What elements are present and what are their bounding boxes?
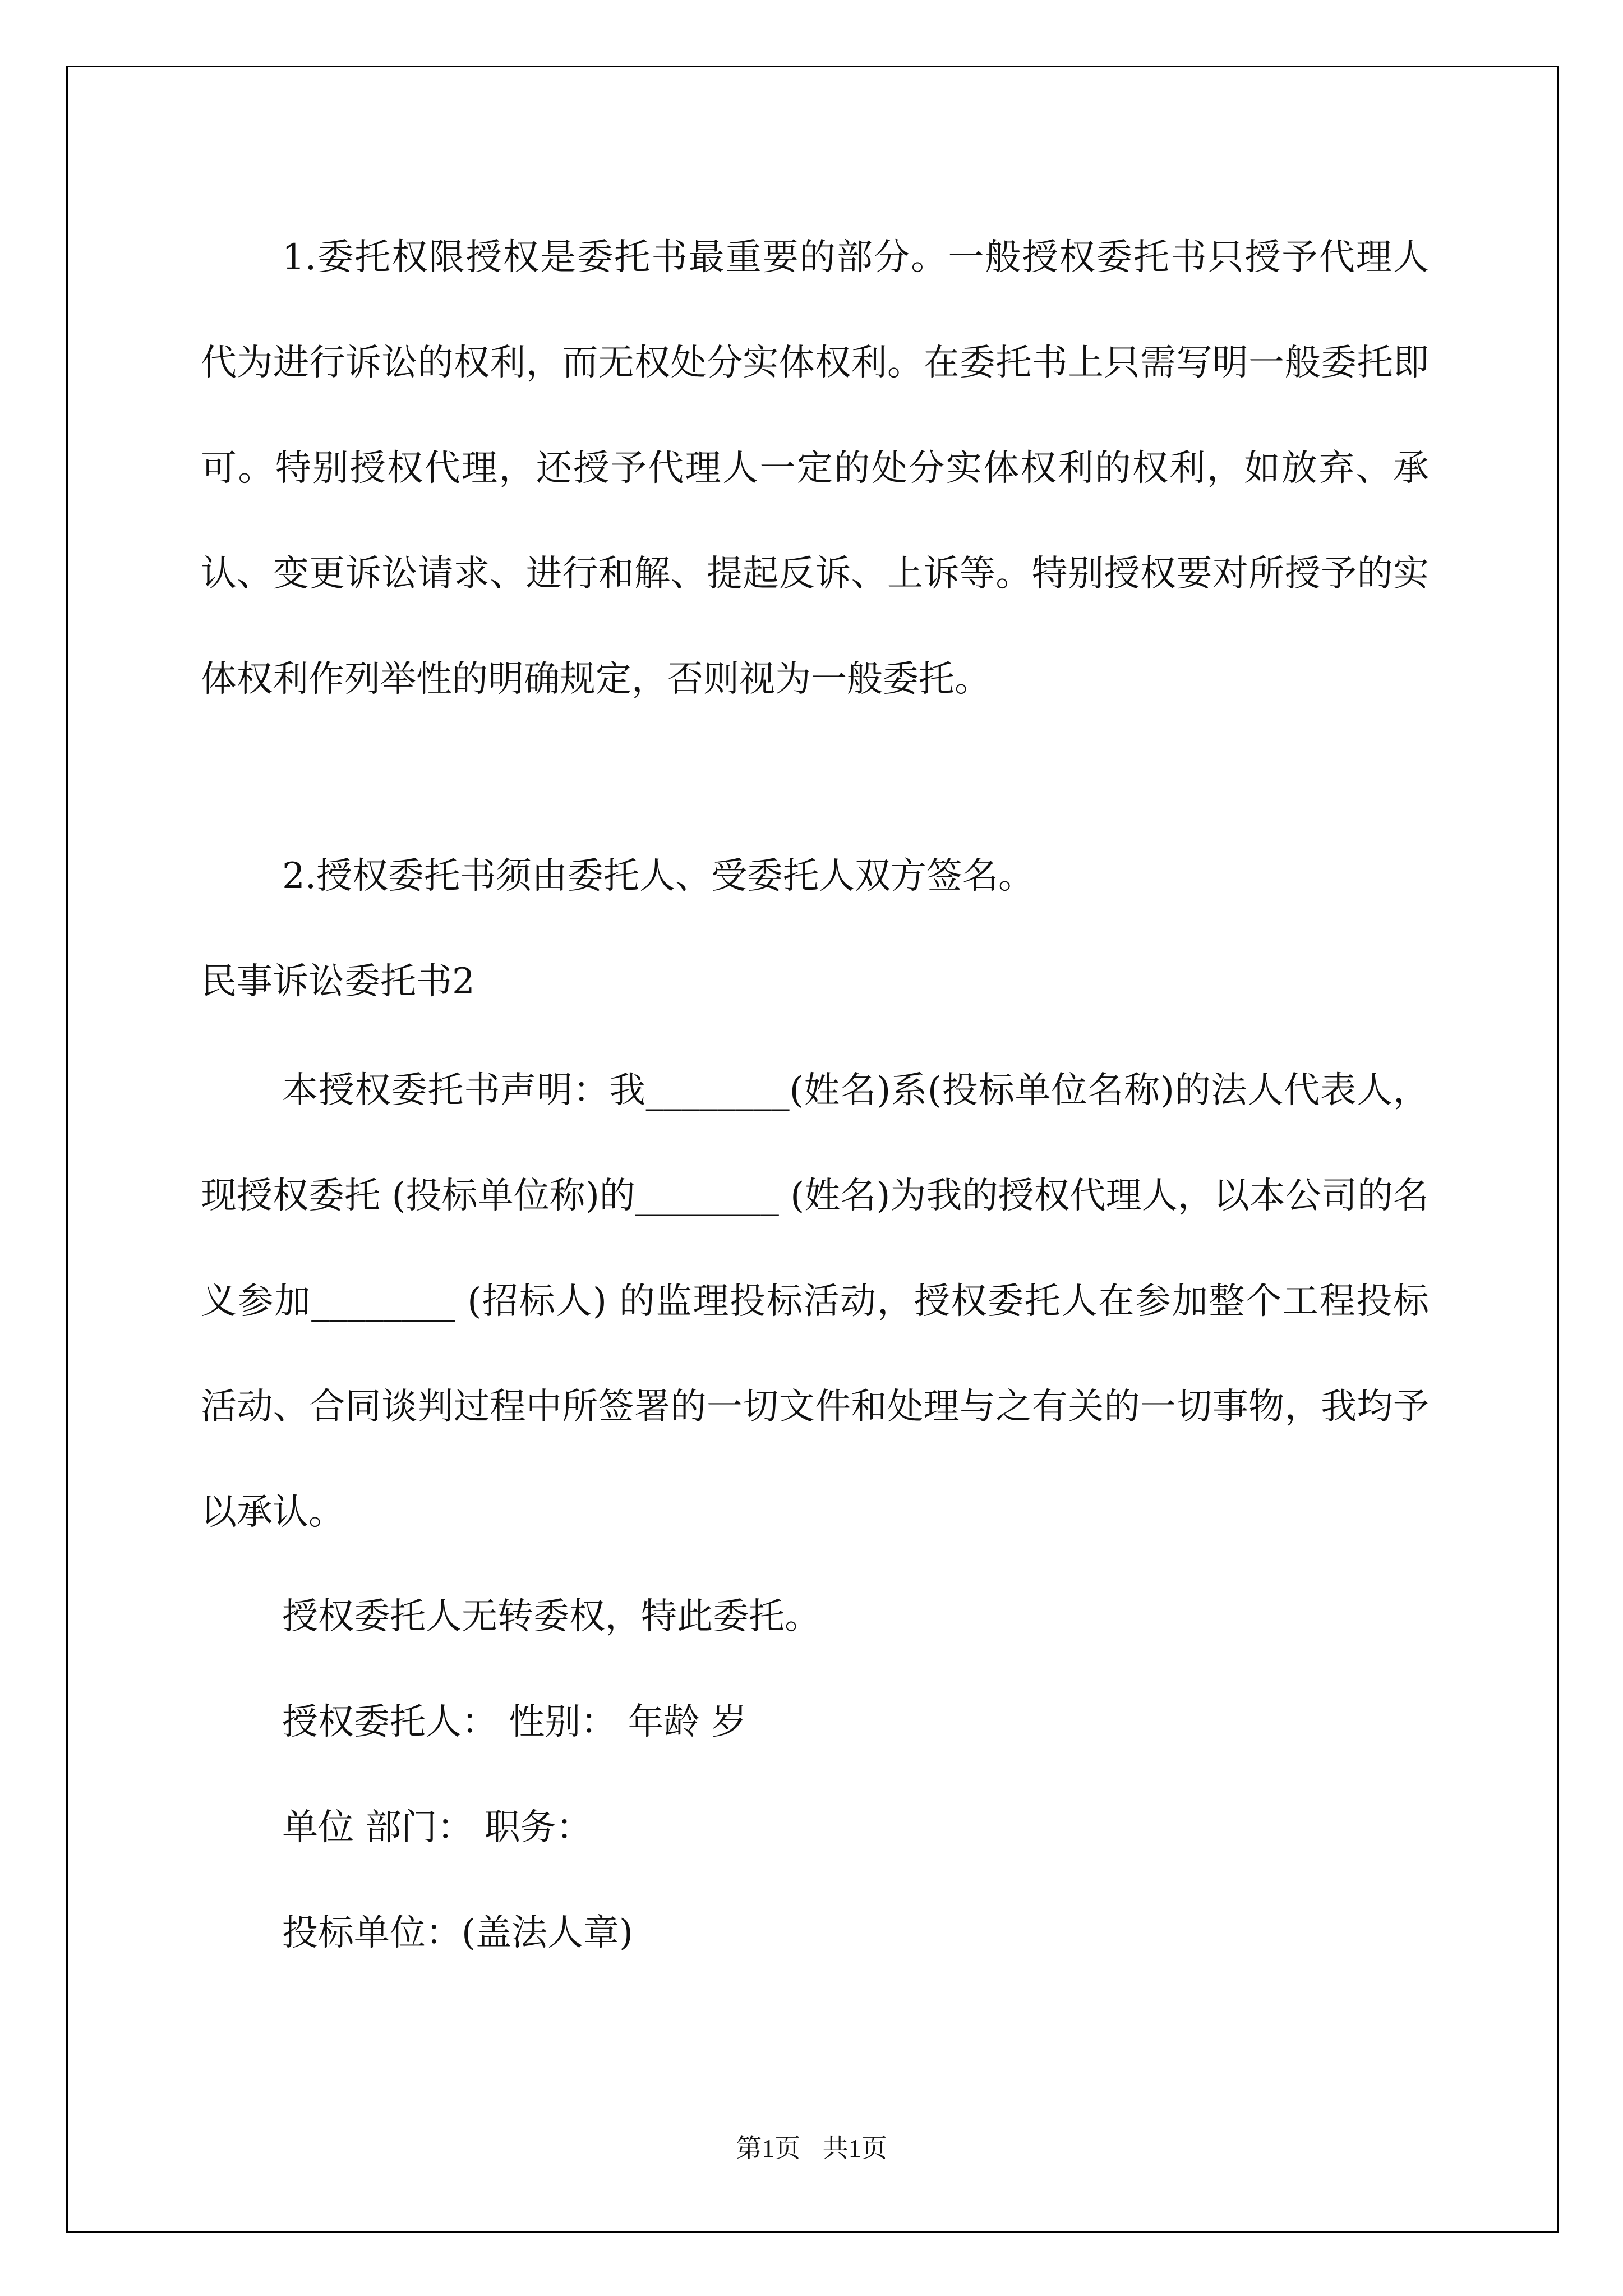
- paragraph-no-subdelegation: 授权委托人无转委权，特此委托。: [282, 1596, 820, 1637]
- field-bidding-unit: 投标单位：(盖法人章): [282, 1912, 633, 1954]
- paragraph-signature-requirement: 2.授权委托书须由委托人、受委托人双方签名。: [282, 855, 1035, 897]
- page-number-total: 共1页: [822, 2134, 887, 2162]
- field-unit-department: 单位 部门： 职务：: [282, 1807, 592, 1848]
- section-title: 民事诉讼委托书2: [201, 961, 475, 1002]
- page-number-current: 第1页: [736, 2134, 801, 2162]
- paragraph-declaration: 本授权委托书声明：我________(姓名)系(投标单位名称)的法人代表人，现授权委托 (投标单位称)的________ (姓名)为我的授权代理人，以本公司的名义参加________ (招标人) 的监理投标活动，授权委托人在参加整个工程投标活动、合同谈判过程中所签署的一切文件和处理与之有关的一切事物，我均予以承认。: [201, 1070, 1429, 1533]
- page-footer: [0, 2128, 1623, 2165]
- paragraph-authority-scope: 1.委托权限授权是委托书最重要的部分。一般授权委托书只授予代理人代为进行诉讼的权利，而无权处分实体权利。在委托书上只需写明一般委托即可。特别授权代理，还授予代理人一定的处分实体权利的权利，如放弃、承认、变更诉讼请求、进行和解、提起反诉、上诉等。特别授权要对所授予的实体权利作列举性的明确规定，否则视为一般委托。: [201, 237, 1429, 700]
- field-agent-info: 授权委托人： 性别： 年龄 岁: [282, 1701, 748, 1743]
